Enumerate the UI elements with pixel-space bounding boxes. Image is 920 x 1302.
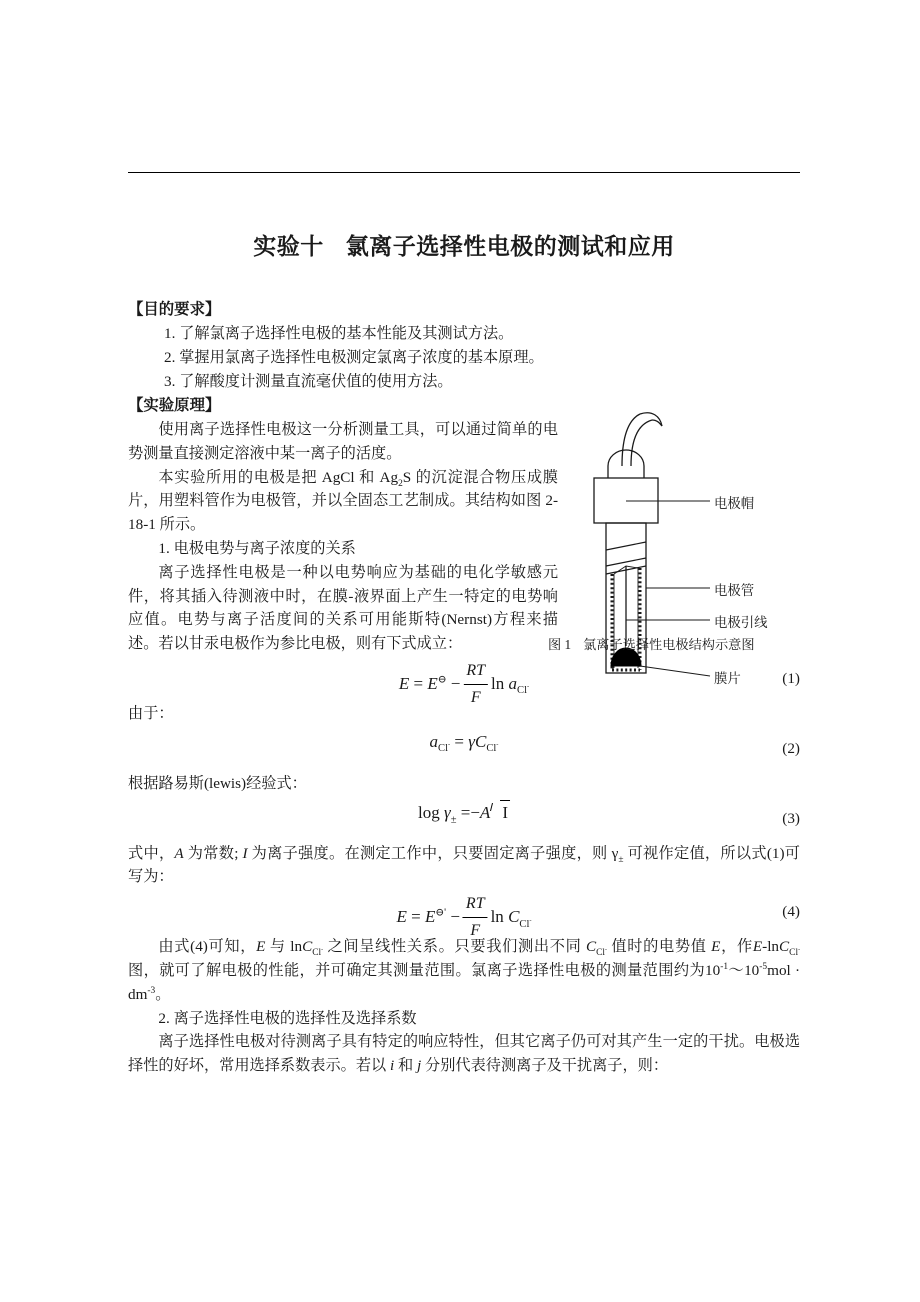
eq1-fraction <box>463 659 488 709</box>
subsection-heading-2: 2. 离子选择性电极的选择性及选择系数 <box>158 1009 417 1027</box>
para5-symbol-C-3: C <box>779 938 790 956</box>
eq3-log: log <box>418 802 440 822</box>
eq4-subscript <box>519 919 531 930</box>
eq4-denominator: F <box>470 921 481 939</box>
para5-sub-ion-1: Cl <box>312 948 322 959</box>
eq1-activity-var: a <box>508 673 518 693</box>
eq4-minus: − <box>450 907 460 927</box>
para6-symbol-j: j <box>417 1057 422 1075</box>
equation-3-body <box>418 800 510 825</box>
equation-1-body <box>399 660 529 710</box>
para6-part-c: 分别代表待测离子及干扰离子，则： <box>421 1057 669 1075</box>
para5-symbol-C-2: C <box>585 938 597 956</box>
eq1-sub-charge: - <box>526 683 530 691</box>
diagram-label-electrode-lead: 电极引线 <box>714 615 768 630</box>
principle-heading: 【实验原理】 <box>128 397 221 414</box>
cable-right-line <box>631 420 652 466</box>
diagram-label-electrode-tube: 电极管 <box>714 583 755 598</box>
equation-2 <box>128 726 800 772</box>
eq1-rhs-var: E <box>427 673 438 693</box>
paragraph-electrode-composition <box>128 466 558 537</box>
header-rule <box>128 172 800 173</box>
para4-part-a: 式中， <box>128 844 175 862</box>
para5-range-unit: mol · dm <box>128 961 801 1003</box>
eq3-minus: − <box>470 802 480 822</box>
objective-item-1: 1. 了解氯离子选择性电极的基本性能及其测试方法。 <box>164 325 514 342</box>
para4-part-b: 为常数; <box>183 844 243 862</box>
para5-part-a: 由式(4)可知， <box>158 938 257 956</box>
lead-lewis: 根据路易斯(lewis)经验式： <box>128 774 307 792</box>
eq1-denominator: F <box>470 688 481 706</box>
para5-range-exp-2: -5 <box>759 961 768 972</box>
para6-symbol-i: i <box>389 1057 395 1075</box>
paragraph-nernst: 离子选择性电极是一种以电势响应为基础的电化学敏感元件，将其插入待测液中时，在膜-液界面上产生一特定的电势响应值。电势与离子活度间的关系可用能斯特(Nernst)方程来描述。若以甘汞电极作为参比电极，则有下式成立： <box>128 563 558 653</box>
para6-part-b: 和 <box>394 1057 417 1075</box>
diagram-label-membrane: 膜片 <box>714 671 741 686</box>
eq4-standard-sup: ⊖' <box>435 907 447 919</box>
para5-part-b: 与 ln <box>265 938 303 956</box>
figure-caption-text: 氯离子选择性电极结构示意图 <box>583 637 755 652</box>
figure-caption <box>548 634 848 653</box>
para5-symbol-E-3: E <box>752 938 763 956</box>
eq1-subscript <box>517 685 529 696</box>
paragraph-selectivity <box>128 1030 800 1078</box>
equation-3-number: (3) <box>782 809 800 827</box>
eq1-numerator: RT <box>463 659 488 685</box>
eq1-lhs: E <box>398 673 410 693</box>
tube-thread-line-1 <box>606 542 646 550</box>
cable-boot <box>608 450 644 478</box>
objective-item-2: 2. 掌握用氯离子选择性电极测定氯离子浓度的基本原理。 <box>164 349 544 366</box>
para5-range-end: 。 <box>155 985 171 1003</box>
para5-range-exp-3: -3 <box>147 985 156 996</box>
equation-1-number: (1) <box>782 669 800 687</box>
diagram-label-electrode-cap: 电极帽 <box>714 496 755 511</box>
para5-part-e: ，作 <box>720 938 753 956</box>
eq4-lhs: E <box>396 907 407 927</box>
eq2-equals: = <box>454 731 465 751</box>
equation-4-body <box>396 893 531 943</box>
objectives-heading: 【目的要求】 <box>128 301 221 318</box>
para5-sub-1 <box>312 948 323 958</box>
figure-caption-label: 图 1 <box>548 637 572 652</box>
leader-line-membrane <box>640 666 710 676</box>
eq1-sub-ion: Cl <box>517 685 527 697</box>
para5-part-g: 图，就可了解电极的性能，并可确定其测量范围。氯离子选择性电极的测量范围约为 <box>128 961 706 979</box>
para4-symbol-A: A <box>174 844 184 862</box>
para5-range-exp-1: -1 <box>720 961 729 972</box>
para5-symbol-C-1: C <box>302 938 313 956</box>
paragraph-constants <box>128 842 800 890</box>
eq1-standard-sup: ⊖ <box>437 674 447 686</box>
para5-range-tilde: ～10 <box>728 961 760 979</box>
eq3-gamma: γ <box>444 802 451 822</box>
eq4-fraction <box>463 892 488 942</box>
para6-part-a: 离子选择性电极对待测离子具有特定的响应特性，但其它离子仍可对其产生一定的干扰。电极选择性的好坏，常用选择系数表示。若以 <box>128 1033 800 1075</box>
equation-4 <box>128 889 800 939</box>
eq1-minus: − <box>450 673 461 693</box>
eq4-rhs-var: E <box>424 907 436 927</box>
para5-sub-3 <box>789 948 800 958</box>
page-title <box>128 228 800 261</box>
eq2-lhs-subscript <box>438 743 450 754</box>
eq2-gamma: γ <box>468 731 475 751</box>
eq4-sub-charge: - <box>529 917 532 925</box>
para4-gamma-sub: ± <box>618 854 624 865</box>
objective-item-3: 3. 了解酸度计测量直流毫伏值的使用方法。 <box>164 373 453 390</box>
eq4-equals: = <box>411 907 421 927</box>
eq3-radicand: I <box>500 800 510 825</box>
para5-sub-charge-2: - <box>605 947 607 954</box>
eq4-ln: ln <box>490 907 504 927</box>
paragraph-intro: 使用离子选择性电极这一分析测量工具，可以通过简单的电势测量直接测定溶液中某一离子的活度。 <box>128 421 558 462</box>
para5-symbol-E-2: E <box>711 938 721 956</box>
eq2-lhs: a <box>429 731 439 751</box>
para5-range-base-1: 10 <box>705 961 721 979</box>
para4-symbol-I: I <box>242 844 248 862</box>
eq4-numerator: RT <box>463 892 488 918</box>
eq3-coefficient: A <box>479 802 491 822</box>
para5-part-f: -ln <box>762 938 780 956</box>
eq4-conc-var: C <box>508 907 520 927</box>
eq4-sub-ion: Cl <box>519 918 530 930</box>
eq1-ln: ln <box>491 673 505 693</box>
paragraph-linear-relation <box>128 935 800 1006</box>
tube-thread-line-2 <box>606 558 646 566</box>
para5-sub-ion-3: Cl <box>789 948 799 959</box>
lead-because: 由于： <box>128 704 174 722</box>
eq2-rhs: C <box>474 731 487 751</box>
eq1-equals: = <box>413 673 424 693</box>
para5-part-c: 之间呈线性关系。只要我们测出不同 <box>323 938 586 956</box>
para4-part-c: 为离子强度。在测定工作中，只要固定离子强度，则 γ <box>247 844 619 862</box>
para5-sub-ion-2: Cl <box>596 948 605 959</box>
eq3-sqrt <box>490 800 510 825</box>
para2-subscript: 2 <box>398 478 403 489</box>
eq2-rhs-sub-ion: Cl <box>486 743 497 755</box>
equation-2-body <box>430 730 499 754</box>
para5-symbol-E-1: E <box>256 938 266 956</box>
para4-part-d: 可视作定值，所以式(1)可写为： <box>128 844 800 886</box>
equation-3 <box>128 796 800 842</box>
para5-sub-charge-3: - <box>798 947 801 954</box>
subsection-heading-1: 1. 电极电势与离子浓度的关系 <box>158 539 356 557</box>
equation-4-number: (4) <box>782 903 800 921</box>
para5-sub-charge-1: - <box>321 947 324 954</box>
para2-part-b: S 的沉淀混合物压成膜片，用塑料管作为电极管，并以全固态工艺制成。其结构如图 2-18-1 所示。 <box>128 468 558 534</box>
eq2-rhs-subscript <box>486 743 498 754</box>
eq2-lhs-sub-ion: Cl <box>438 743 449 755</box>
eq2-rhs-sub-charge: - <box>496 741 499 749</box>
eq2-lhs-sub-charge: - <box>448 741 451 749</box>
title-prefix: 实验十 <box>253 234 324 260</box>
para5-part-d: 值时的电势值 <box>606 938 712 956</box>
para2-part-a: 本实验所用的电极是把 AgCl 和 Ag <box>158 468 399 486</box>
title-main: 氯离子选择性电极的测试和应用 <box>345 234 675 260</box>
equation-2-number: (2) <box>782 739 800 757</box>
eq3-gamma-sub: ± <box>450 813 457 825</box>
eq3-equals: = <box>460 802 471 822</box>
para5-sub-2 <box>596 948 607 958</box>
